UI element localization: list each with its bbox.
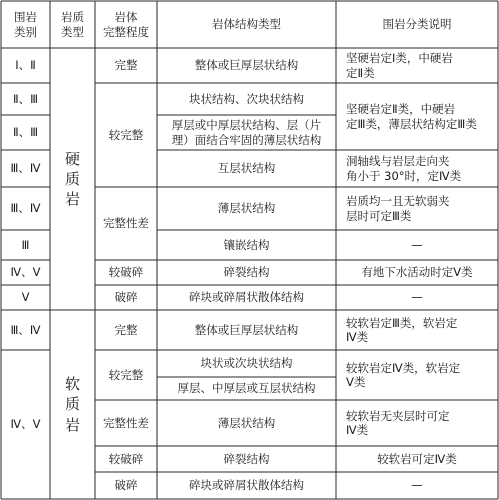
group-soft-rock: 软 质 岩 [64,375,80,434]
table-cell-integrity: 较完整 [108,127,144,142]
table-cell-note: 较软岩定Ⅲ类，软岩定 Ⅳ类 [346,315,458,344]
table-cell-integrity: 较完整 [108,367,144,382]
table-cell-structure: 块状或次块状结构 [200,356,293,371]
table-cell-note: 坚硬岩定Ⅱ类，中硬岩 定Ⅲ类，薄层状结构定Ⅲ类 [346,102,477,131]
table-cell-structure: 整体或巨厚层状结构 [194,322,299,337]
table-cell-note: 有地下水活动时定Ⅴ类 [361,265,473,280]
table-cell-class: Ⅳ、Ⅴ [10,417,41,432]
table-cell-class: Ⅲ、Ⅳ [10,161,41,176]
table-cell-structure: 块状结构、次块状结构 [189,91,304,106]
table-cell-integrity: 完整性差 [103,216,149,231]
table-cell-structure: 镶嵌结构 [223,237,270,252]
table-cell-integrity: 完整 [114,322,138,337]
table-cell-structure: 碎裂结构 [223,451,270,466]
table-cell-class: Ⅲ、Ⅳ [10,201,41,216]
table-cell-note: — [411,478,423,493]
table-cell-structure: 碎块或碎屑状散体结构 [189,290,304,305]
table-cell-structure: 薄层状结构 [217,415,276,430]
table-cell-integrity: 较破碎 [108,265,144,280]
table-cell-structure: 互层状结构 [217,161,276,176]
table-cell-class: Ⅲ、Ⅳ [10,322,41,337]
table-cell-note: — [411,290,423,305]
table-cell-class: Ⅱ、Ⅲ [12,91,39,106]
group-hard-rock: 硬 质 岩 [64,149,80,209]
table-cell-class: Ⅴ [21,290,30,305]
table-cell-integrity: 完整性差 [103,415,149,430]
table-cell-note: — [411,237,423,252]
table-cell-note: 岩质均一且无软弱夹 层时可定Ⅲ类 [346,194,450,223]
table-cell-structure: 碎裂结构 [223,265,270,280]
table-cell-note: 较软岩无夹层时可定 Ⅳ类 [346,408,450,437]
table-cell-note: 较软岩定Ⅳ类，软岩定 Ⅴ类 [346,360,461,389]
table-cell-structure: 整体或巨厚层状结构 [194,58,299,73]
table-cell-note: 较软岩可定Ⅳ类 [377,451,457,466]
table-cell-integrity: 破碎 [114,290,138,305]
table-cell-class: Ⅲ [21,237,30,252]
table-cell-integrity: 较破碎 [108,451,144,466]
header-structure: 岩体结构类型 [212,17,281,32]
table-cell-note: 坚硬岩定Ⅰ类，中硬岩 定Ⅱ类 [346,51,453,80]
table-cell-structure: 厚层、中厚层或互层状结构 [177,381,316,396]
header-rock-type: 岩质 类型 [61,10,84,39]
table-cell-class: Ⅱ、Ⅲ [12,125,39,140]
table-cell-structure: 薄层状结构 [217,201,276,216]
table-cell-class: Ⅰ、Ⅱ [15,58,36,73]
table-cell-note: 洞轴线与岩层走向夹 角小于 30°时，定Ⅳ类 [346,154,462,183]
header-class: 围岩 类别 [14,10,37,39]
header-notes: 围岩分类说明 [382,17,452,32]
table-cell-integrity: 破碎 [114,478,138,493]
table-cell-class: Ⅳ、Ⅴ [10,265,41,280]
table-cell-structure: 碎块或碎屑状散体结构 [189,478,304,493]
header-integrity: 岩体 完整程度 [103,10,149,39]
table-cell-structure: 厚层或中厚层状结构、层（片 理）面结合牢固的薄层状结构 [171,118,322,147]
table-cell-integrity: 完整 [114,58,138,73]
